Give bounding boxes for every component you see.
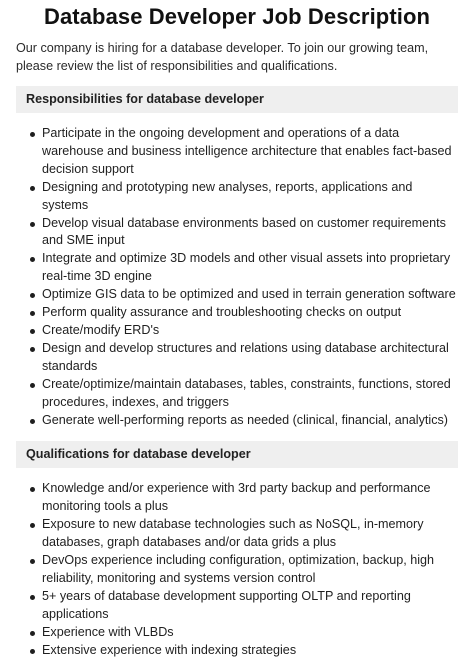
bullet-icon [30,595,35,600]
list-item [42,588,458,624]
list-item-text: Create/modify ERD's [42,322,160,337]
bullet-icon [30,186,35,191]
bullet-icon [30,631,35,636]
list-item-text: Knowledge and/or experience with 3rd party backup and performance monitoring tools a plus [42,481,431,514]
list-item-text: Designing and prototyping new analyses, reports, applications and systems [42,179,413,212]
bullet-icon [30,649,35,654]
list-item [42,179,458,215]
bullet-icon [30,293,35,298]
qualifications-heading: Qualifications for database developer [16,441,458,468]
bullet-icon [30,487,35,492]
list-item-text: 5+ years of database development supporting OLTP and reporting applications [42,588,411,621]
bullet-icon [30,132,35,137]
list-item [42,215,458,251]
list-item [42,552,458,588]
bullet-icon [30,257,35,262]
list-item-text: Extensive experience with indexing strategies [42,642,297,657]
qualifications-list [16,480,458,659]
list-item-text: Optimize GIS data to be optimized and used in terrain generation software [42,287,456,302]
intro-paragraph: Our company is hiring for a database developer. To join our growing team, please review the list of responsibilities and qualifications. [16,41,429,73]
list-item [42,125,458,179]
bullet-icon [30,523,35,528]
page-title: Database Developer Job Description [43,4,431,29]
responsibilities-heading: Responsibilities for database developer [16,86,458,113]
list-item-text: Generate well-performing reports as needed (clinical, financial, analytics) [42,412,448,427]
list-item [42,250,458,286]
responsibilities-list [16,125,458,429]
list-item [42,286,458,304]
list-item-text: Perform quality assurance and troubleshooting checks on output [42,305,402,320]
bullet-icon [30,222,35,227]
bullet-icon [30,311,35,316]
list-item [42,304,458,322]
list-item [42,412,458,430]
list-item-text: Participate in the ongoing development and operations of a data warehouse and business intelligence architecture that enables fact-based decision support [42,126,452,176]
bullet-icon [30,329,35,334]
list-item-text: Integrate and optimize 3D models and other visual assets into proprietary real-time 3D engine [42,251,451,284]
list-item-text: Design and develop structures and relations using database architectural standards [42,340,449,373]
list-item-text: Develop visual database environments based on customer requirements and SME input [42,215,446,248]
list-item [42,480,458,516]
list-item-text: Exposure to new database technologies such as NoSQL, in-memory databases, graph databases and/or data grids a plus [42,517,424,550]
list-item [42,376,458,412]
bullet-icon [30,383,35,388]
bullet-icon [30,419,35,424]
list-item-text: DevOps experience including configuration, optimization, backup, high reliability, monitoring and systems version control [42,553,435,585]
list-item-text: Create/optimize/maintain databases, tables, constraints, functions, stored procedures, indexes, and triggers [42,376,451,409]
list-item [42,516,458,552]
list-item [42,340,458,376]
list-item-text: Experience with VLBDs [42,624,174,639]
bullet-icon [30,559,35,564]
list-item [42,642,458,660]
bullet-icon [30,347,35,352]
list-item [42,624,458,642]
list-item [42,322,458,340]
